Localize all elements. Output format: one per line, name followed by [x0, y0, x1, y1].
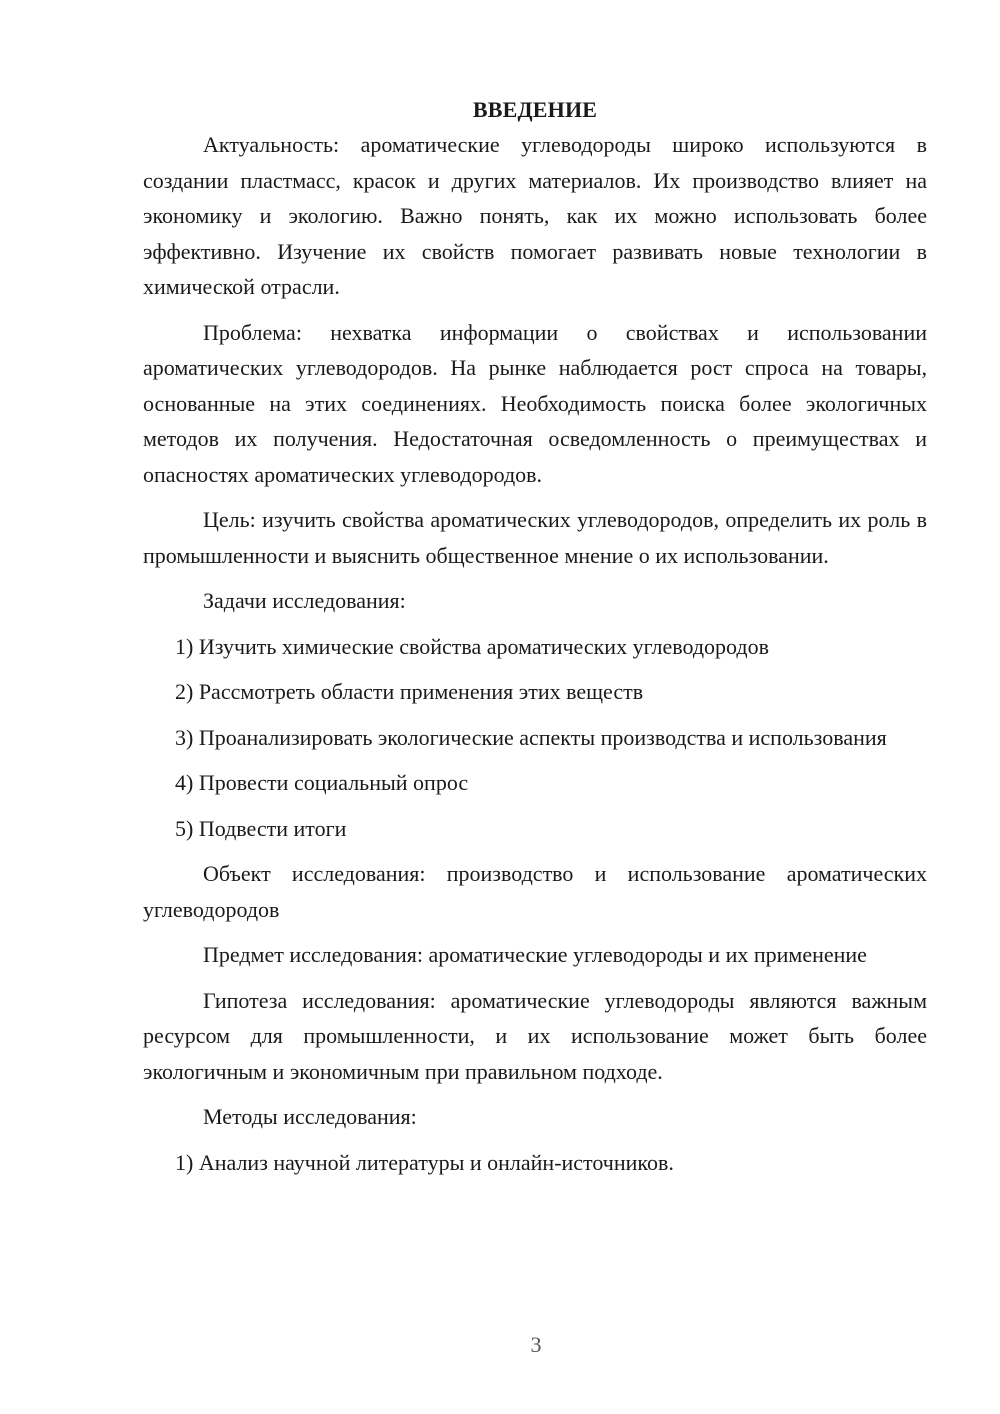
- task-item-2: 2) Рассмотреть области применения этих веществ: [175, 679, 644, 704]
- page-content: [143, 92, 927, 1190]
- paragraph-relevance: Актуальность: ароматические углеводороды широко используются в создании пластмасс, красок и других материалов. Их производство влияет на экономику и экологию. Важно понять, как их можно использовать более эффективно. Изучение их свойств помогает развивать новые технологии в химической отрасли.: [143, 132, 927, 299]
- task-item-4: 4) Провести социальный опрос: [175, 770, 469, 795]
- tasks-heading: Задачи исследования:: [203, 588, 406, 613]
- paragraph-hypothesis: Гипотеза исследования: ароматические углеводороды являются важным ресурсом для промышленности, и их использование может быть более экологичным и экономичным при правильном подходе.: [143, 987, 927, 1084]
- task-item-3: 3) Проанализировать экологические аспекты производства и использования: [175, 724, 887, 750]
- section-title: ВВЕДЕНИЕ: [472, 97, 598, 122]
- page-number: 3: [530, 1332, 542, 1357]
- task-item-1: 1) Изучить химические свойства ароматических углеводородов: [175, 633, 769, 659]
- paragraph-object: Объект исследования: производство и использование ароматических углеводородов: [143, 861, 927, 922]
- methods-heading: Методы исследования:: [203, 1104, 417, 1129]
- paragraph-goal: Цель: изучить свойства ароматических углеводородов, определить их роль в промышленности и выяснить общественное мнение о их использовании.: [143, 507, 927, 568]
- paragraph-subject: Предмет исследования: ароматические углеводороды и их применение: [203, 942, 867, 967]
- paragraph-problem: Проблема: нехватка информации о свойствах и использовании ароматических углеводородов. На рынке наблюдается рост спроса на товары, основанные на этих соединениях. Необходимость поиска более экологичных методов их получения. Недостаточная осведомленность о преимуществах и опасностях ароматических углеводородов.: [143, 319, 927, 487]
- method-item-1: 1) Анализ научной литературы и онлайн-источников.: [175, 1149, 674, 1175]
- task-item-5: 5) Подвести итоги: [175, 815, 347, 841]
